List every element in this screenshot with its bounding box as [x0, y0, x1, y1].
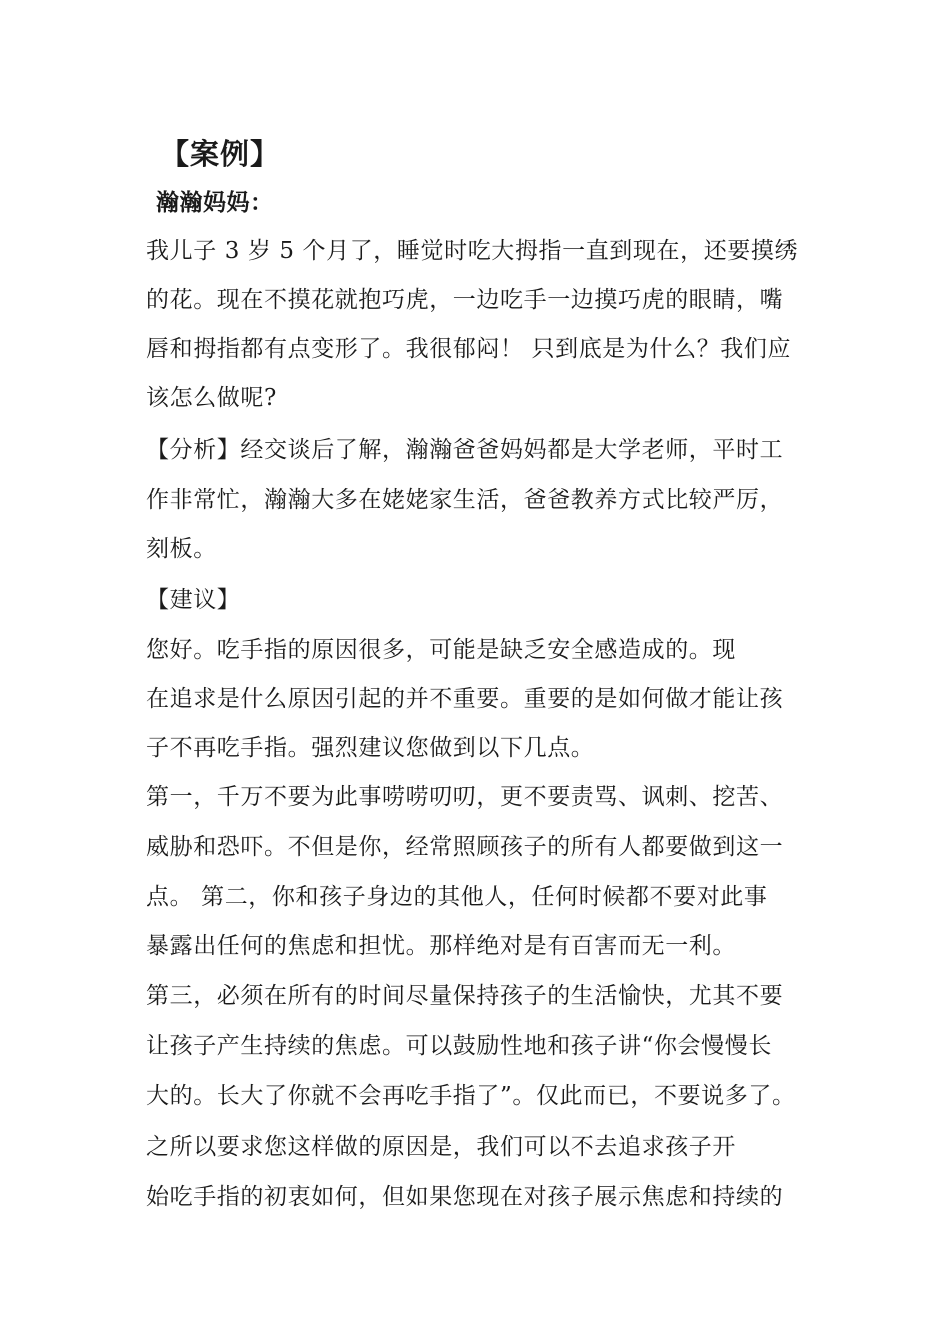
text-line: 唇和拇指都有点变形了。我很郁闷！ 只到底是为什么？我们应	[146, 336, 792, 362]
advice-line: 大的。长大了你就不会再吃手指了”。仅此而已，不要说多了。	[146, 1083, 796, 1109]
advice-line: 子不再吃手指。强烈建议您做到以下几点。	[146, 735, 595, 761]
analysis-line: 作非常忙，瀚瀚大多在姥姥家生活，爸爸教养方式比较严厉，	[146, 487, 784, 513]
text-line: 该怎么做呢?	[146, 385, 277, 411]
advice-line: 之所以要求您这样做的原因是，我们可以不去追求孩子开	[146, 1134, 736, 1160]
advice-line: 威胁和恐吓。不但是你，经常照顾孩子的所有人都要做到这一	[146, 834, 784, 860]
advice-heading: 【建议】	[146, 587, 241, 613]
case-heading: 【案例】	[160, 137, 281, 171]
advice-line: 暴露出任何的焦虑和担忧。那样绝对是有百害而无一利。	[146, 933, 736, 959]
advice-line: 让孩子产生持续的焦虑。可以鼓励性地和孩子讲“你会慢慢长	[146, 1033, 772, 1059]
advice-line: 第三，必须在所有的时间尽量保持孩子的生活愉快，尤其不要	[146, 983, 784, 1009]
analysis-line: 【分析】经交谈后了解，瀚瀚爸爸妈妈都是大学老师，平时工	[146, 437, 784, 463]
text-line: 我儿子 3 岁 5 个月了，睡觉时吃大拇指一直到现在，还要摸绣	[146, 238, 799, 264]
advice-line: 点。 第二，你和孩子身边的其他人，任何时候都不要对此事	[146, 884, 768, 910]
analysis-line: 刻板。	[146, 536, 217, 562]
text-line: 的花。现在不摸花就抱巧虎，一边吃手一边摸巧虎的眼睛，嘴	[146, 287, 784, 313]
advice-line: 在追求是什么原因引起的并不重要。重要的是如何做才能让孩	[146, 686, 784, 712]
advice-line: 您好。吃手指的原因很多，可能是缺乏安全感造成的。现	[146, 637, 736, 663]
advice-line: 始吃手指的初衷如何，但如果您现在对孩子展示焦虑和持续的	[146, 1184, 784, 1210]
advice-line: 第一，千万不要为此事唠唠叨叨，更不要责骂、讽刺、挖苦、	[146, 784, 784, 810]
author-name: 瀚瀚妈妈：	[156, 190, 274, 216]
